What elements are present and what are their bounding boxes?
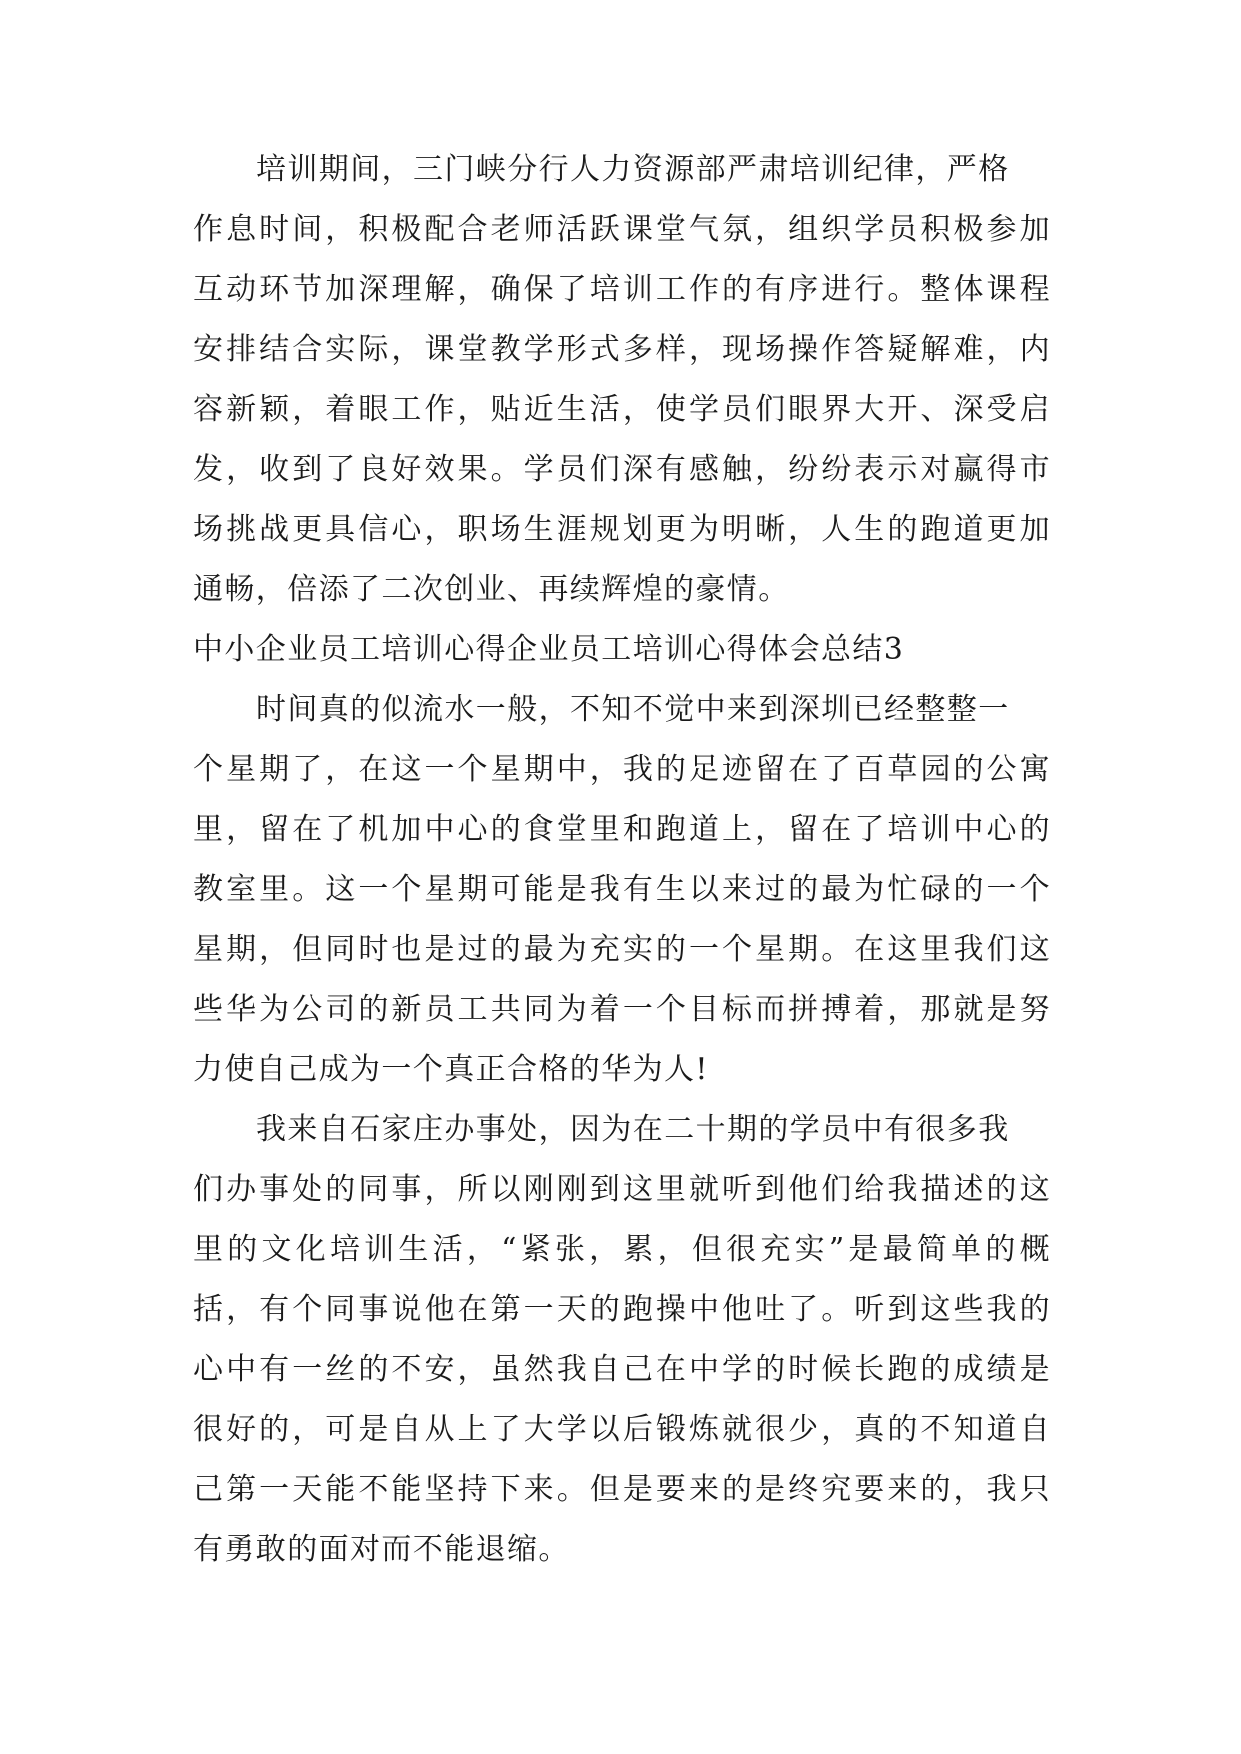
paragraph-2-line-7: 力使自己成为一个真正合格的华为人! (193, 1052, 709, 1087)
paragraph-3-line-4: 括，有个同事说他在第一天的跑操中他吐了。听到这些我的 (193, 1292, 1051, 1327)
paragraph-3-line-1: 我来自石家庄办事处，因为在二十期的学员中有很多我 (256, 1112, 1010, 1147)
paragraph-2-line-5: 星期，但同时也是过的最为充实的一个星期。在这里我们这 (193, 932, 1051, 967)
paragraph-1-line-4: 安排结合实际，课堂教学形式多样，现场操作答疑解难，内 (193, 332, 1051, 367)
paragraph-1-line-3: 互动环节加深理解，确保了培训工作的有序进行。整体课程 (193, 272, 1051, 307)
paragraph-1-line-5: 容新颖，着眼工作，贴近生活，使学员们眼界大开、深受启 (193, 392, 1051, 427)
paragraph-2-line-3: 里，留在了机加中心的食堂里和跑道上，留在了培训中心的 (193, 812, 1051, 847)
paragraph-3-line-5: 心中有一丝的不安，虽然我自己在中学的时候长跑的成绩是 (193, 1352, 1051, 1387)
section-heading: 中小企业员工培训心得企业员工培训心得体会总结3 (193, 632, 905, 667)
paragraph-3-line-3: 里的文化培训生活，“紧张，累，但很充实”是最简单的概 (193, 1232, 1051, 1267)
paragraph-3-line-8: 有勇敢的面对而不能退缩。 (193, 1532, 570, 1567)
paragraph-1-line-2: 作息时间，积极配合老师活跃课堂气氛，组织学员积极参加 (193, 212, 1051, 247)
paragraph-1-line-6: 发，收到了良好效果。学员们深有感触，纷纷表示对赢得市 (193, 452, 1051, 487)
paragraph-2-line-6: 些华为公司的新员工共同为着一个目标而拼搏着，那就是努 (193, 992, 1051, 1027)
paragraph-3-line-6: 很好的，可是自从上了大学以后锻炼就很少，真的不知道自 (193, 1412, 1051, 1447)
paragraph-3-line-2: 们办事处的同事，所以刚刚到这里就听到他们给我描述的这 (193, 1172, 1051, 1207)
paragraph-2-line-4: 教室里。这一个星期可能是我有生以来过的最为忙碌的一个 (193, 872, 1051, 907)
paragraph-1-line-1: 培训期间，三门峡分行人力资源部严肃培训纪律，严格 (256, 152, 1010, 187)
paragraph-1-line-7: 场挑战更具信心，职场生涯规划更为明晰，人生的跑道更加 (193, 512, 1051, 547)
paragraph-1-line-8: 通畅，倍添了二次创业、再续辉煌的豪情。 (193, 572, 790, 607)
paragraph-2-line-1: 时间真的似流水一般，不知不觉中来到深圳已经整整一 (256, 692, 1010, 727)
paragraph-3-line-7: 己第一天能不能坚持下来。但是要来的是终究要来的，我只 (193, 1472, 1051, 1507)
paragraph-2-line-2: 个星期了，在这一个星期中，我的足迹留在了百草园的公寓 (193, 752, 1051, 787)
